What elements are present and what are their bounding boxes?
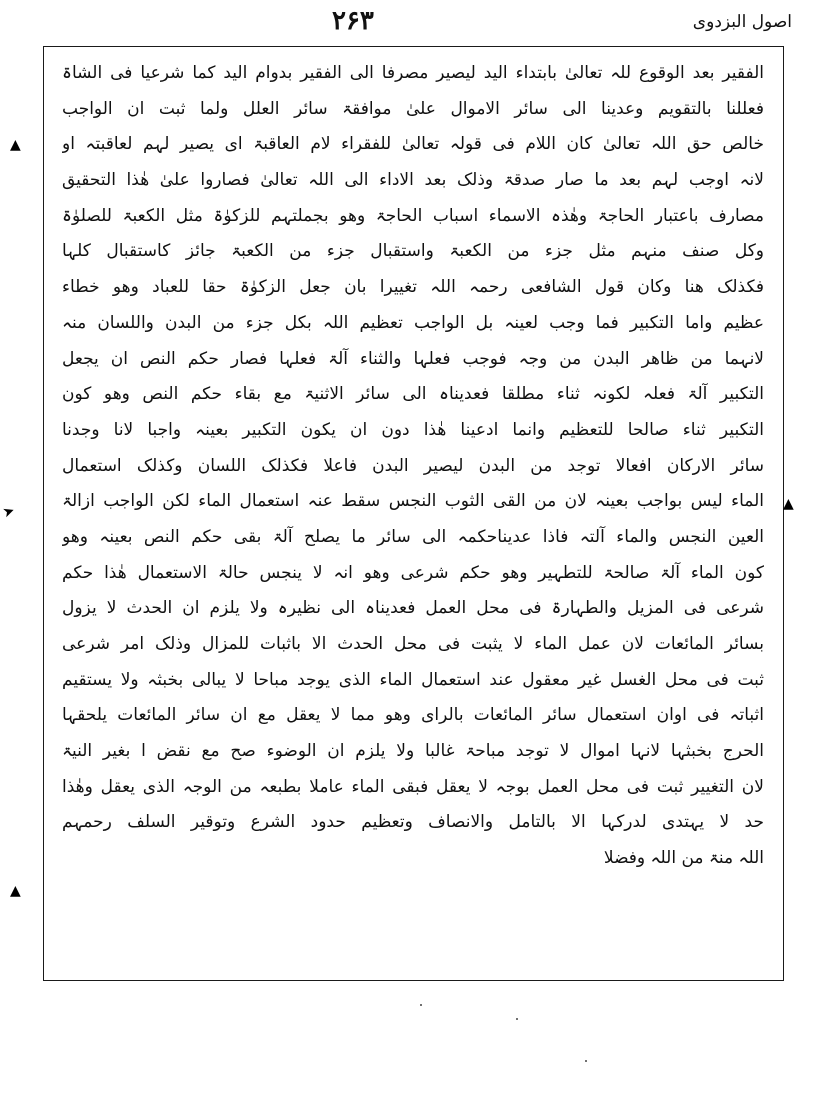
text-line: فکذلک ھنا وکان قول الشافعی رحمہ اللہ تغییرا بان جعل الزکوٰۃ حقا للعباد وھو خطاء <box>62 277 764 298</box>
text-line: اللہ منۃ من اللہ وفضلا <box>603 848 764 869</box>
page-header <box>32 6 792 40</box>
text-line: الحرج بخبثہا لانہا اموال لا توجد مباحۃ غالبا ولا یلزم ان الوضوء صح مع نقض ا بغیر النیۃ <box>62 741 764 762</box>
text-line: خالص حق اللہ تعالیٰ کان اللام فی قولہ تعالیٰ للفقراء لام العاقبۃ ای یصیر لہم لعاقبتہ او <box>62 134 764 155</box>
text-line: عظیم واما التکبیر فما وجب لعینہ بل الواجب تعظیم اللہ بکل جزء من البدن واللسان منہ <box>62 312 764 333</box>
text-line: مصارف باعتبار الحاجۃ وھٰذہ الاسماء اسباب الحاجۃ وھو بجملتہم للزکوٰۃ مثل الکعبۃ للصلوٰۃ <box>62 205 764 226</box>
margin-mark-icon: ➤ <box>0 502 18 522</box>
text-line: لانہ اوجب لہم بعد ما صار صدقۃ وذلک بعد الاداء الی اللہ تعالیٰ فصاروا علیٰ ھٰذا التحقیق <box>62 170 764 191</box>
scan-speck <box>516 1018 518 1020</box>
text-line: اثباتہ فی اوان استعمال سائر المائعات بالرای وھو مما لا یعقل مع ان سائر المائعات یلحقہا <box>62 705 764 726</box>
text-line: ثبت فی محل الغسل غیر معقول عند استعمال الماء الذی یوجد مباحا لا یبالی بخبثہ ولا یستقیم <box>62 669 764 690</box>
text-line: کون الماء آلۃ صالحۃ للتطہیر وھو حکم شرعی وھو انہ لا ینجس حالۃ الاستعمال ھٰذا حکم <box>62 562 764 583</box>
text-line: شرعی فی المزیل والطہارۃ فی محل العمل فعدیناہ الی نظیرہ ولا یلزم ان الحدث لا یزول <box>62 598 764 619</box>
text-line: التکبیر آلۃ فعلہ لکونہ ثناء مطلقا فعدیناہ الی سائر الاثنیۃ مع بقاء حکم النص وھو کون <box>62 384 764 405</box>
text-line: الفقیر بعد الوقوع للہ تعالیٰ بابتداء الید لیصیر مصرفا الی الفقیر بدوام الید کما شرعیا فی الشاۃ <box>62 63 764 83</box>
margin-mark-icon: ▲ <box>10 883 21 899</box>
text-line: التکبیر ثناء صالحا للتعظیم وانما ادعینا ھٰذا دون ان یکون التکبیر بعینہ واجبا لانا وجدنا <box>62 419 764 440</box>
page-number: ۲۶۳ <box>332 6 374 36</box>
margin-mark-icon: ▲ <box>783 496 794 512</box>
text-line: بسائر المائعات لان عمل الماء لا یثبت فی محل الحدث الا باثبات للمزال وذلک امر شرعی <box>62 634 764 654</box>
text-line: سائر الارکان افعالا توجد من البدن لیصیر البدن فاعلا فکذلک اللسان وکذلک استعمال <box>62 455 764 476</box>
text-line: فعللنا بالتقویم وعدینا الی سائر الاموال علیٰ موافقۃ سائر العلل ولما ثبت ان الواجب <box>62 98 764 119</box>
text-line: لان التغییر ثبت فی محل العمل بوجہ لا یعقل فبقی الماء عاملا بطبعہ من الوجہ الذی یعقل وھٰذا <box>62 776 764 797</box>
scan-speck <box>420 1004 422 1006</box>
body-text <box>62 56 764 976</box>
text-line: العین النجس والماء آلتہ فاذا عدیناحکمہ الی سائر ما یصلح آلۃ بقی حکم النص بعینہ وھو <box>62 526 764 547</box>
running-title: اصول البزدوی <box>692 12 792 32</box>
text-line: حد لا یہتدی لدرکہا الا بالتامل والانصاف وتعظیم حدود الشرع وتوقیر السلف رحمہم <box>62 812 764 833</box>
text-line: الماء لیس بواجب بعینہ لان من القی الثوب النجس سقط عنہ استعمال الماء لکن الواجب ازالۃ <box>62 491 764 512</box>
text-line: وکل صنف منہم مثل جزء من الکعبۃ واستقبال جزء من الکعبۃ جائز کاستقبال کلہا <box>62 241 764 262</box>
margin-mark-icon: ▲ <box>10 137 21 153</box>
scan-speck <box>585 1060 587 1062</box>
text-line: لانہما من ظاھر البدن من وجہ فوجب فعلہا والثناء آلۃ فعلہا فصار حکم النص ان یجعل <box>62 348 764 369</box>
